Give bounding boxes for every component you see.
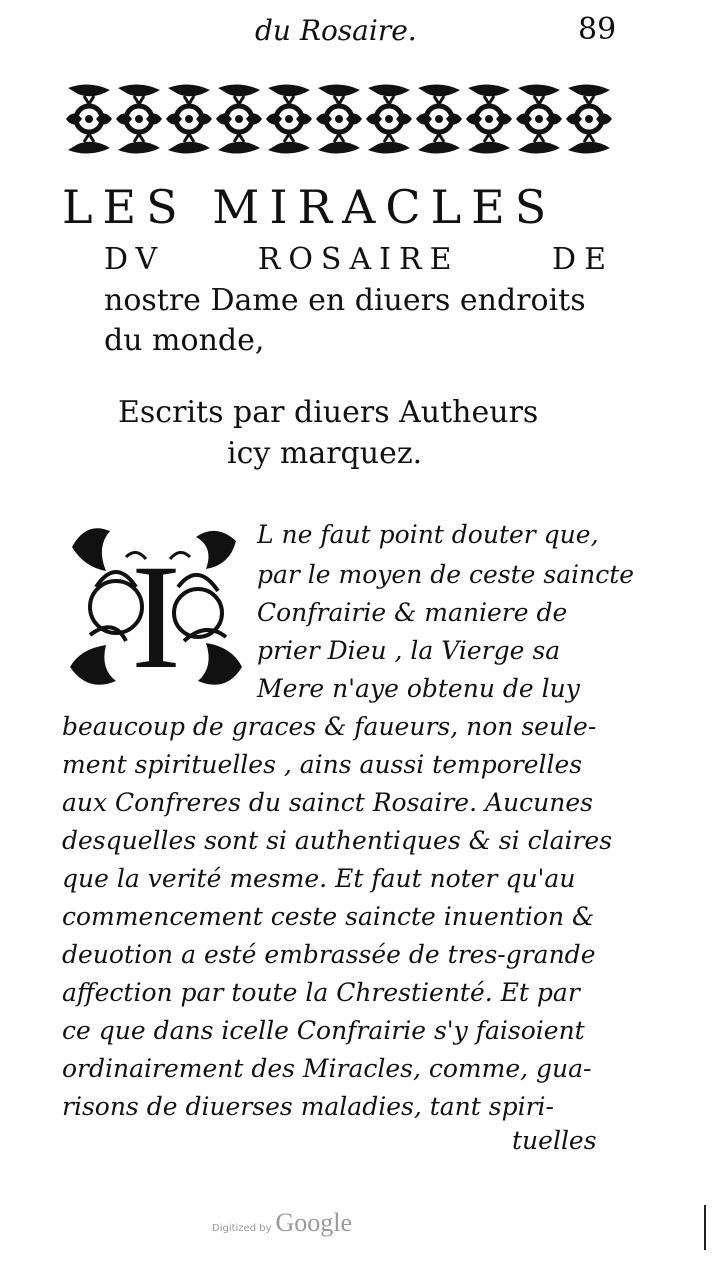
body-line: aux Confreres du sainct Rosaire. Aucunes: [62, 788, 593, 817]
digitization-watermark: [212, 1208, 352, 1238]
digitized-by-label: Digitized by: [212, 1223, 272, 1234]
body-line: affection par toute la Chrestienté. Et par: [62, 978, 580, 1007]
title-line-1: LES MIRACLES: [62, 180, 557, 234]
byline-line-2: icy marquez.: [227, 436, 423, 471]
title-word: ROSAIRE: [257, 242, 460, 277]
decorated-initial: [66, 517, 246, 694]
title-word: DE: [552, 242, 614, 277]
title-word: DV: [104, 242, 166, 277]
ornamental-border: [64, 78, 614, 160]
body-line: ce que dans icelle Confrairie s'y faisoient: [62, 1016, 585, 1045]
title-line-2: [104, 242, 614, 277]
body-line: ment spirituelles , ains aussi temporelles: [62, 750, 583, 779]
page-edge-mark: [704, 1205, 706, 1250]
title-line-4: du monde,: [104, 323, 265, 358]
google-wordmark: Google: [275, 1208, 353, 1237]
body-line: desquelles sont si authentiques & si claires: [62, 826, 613, 855]
dropcap-letter: I: [131, 534, 181, 694]
body-line: Confrairie & maniere de: [257, 598, 568, 627]
body-line: risons de diuerses maladies, tant spiri-: [62, 1092, 554, 1121]
body-line: deuotion a esté embrassée de tres-grande: [62, 940, 596, 969]
body-line: Mere n'aye obtenu de luy: [257, 674, 580, 703]
body-line: par le moyen de ceste saincte: [257, 560, 635, 589]
body-line: que la verité mesme. Et faut noter qu'au: [62, 864, 576, 893]
body-line: L ne faut point douter que,: [257, 520, 599, 549]
running-title: du Rosaire.: [255, 14, 417, 47]
title-line-3: nostre Dame en diuers endroits: [104, 283, 586, 318]
catchword: tuelles: [512, 1126, 597, 1155]
page-number: 89: [578, 12, 617, 47]
body-line: beaucoup de graces & faueurs, non seule-: [62, 712, 597, 741]
body-line: commencement ceste saincte inuention &: [62, 902, 595, 931]
byline-line-1: Escrits par diuers Autheurs: [118, 395, 539, 430]
body-line: prier Dieu , la Vierge sa: [257, 636, 561, 665]
body-line: ordinairement des Miracles, comme, gua-: [62, 1054, 592, 1083]
